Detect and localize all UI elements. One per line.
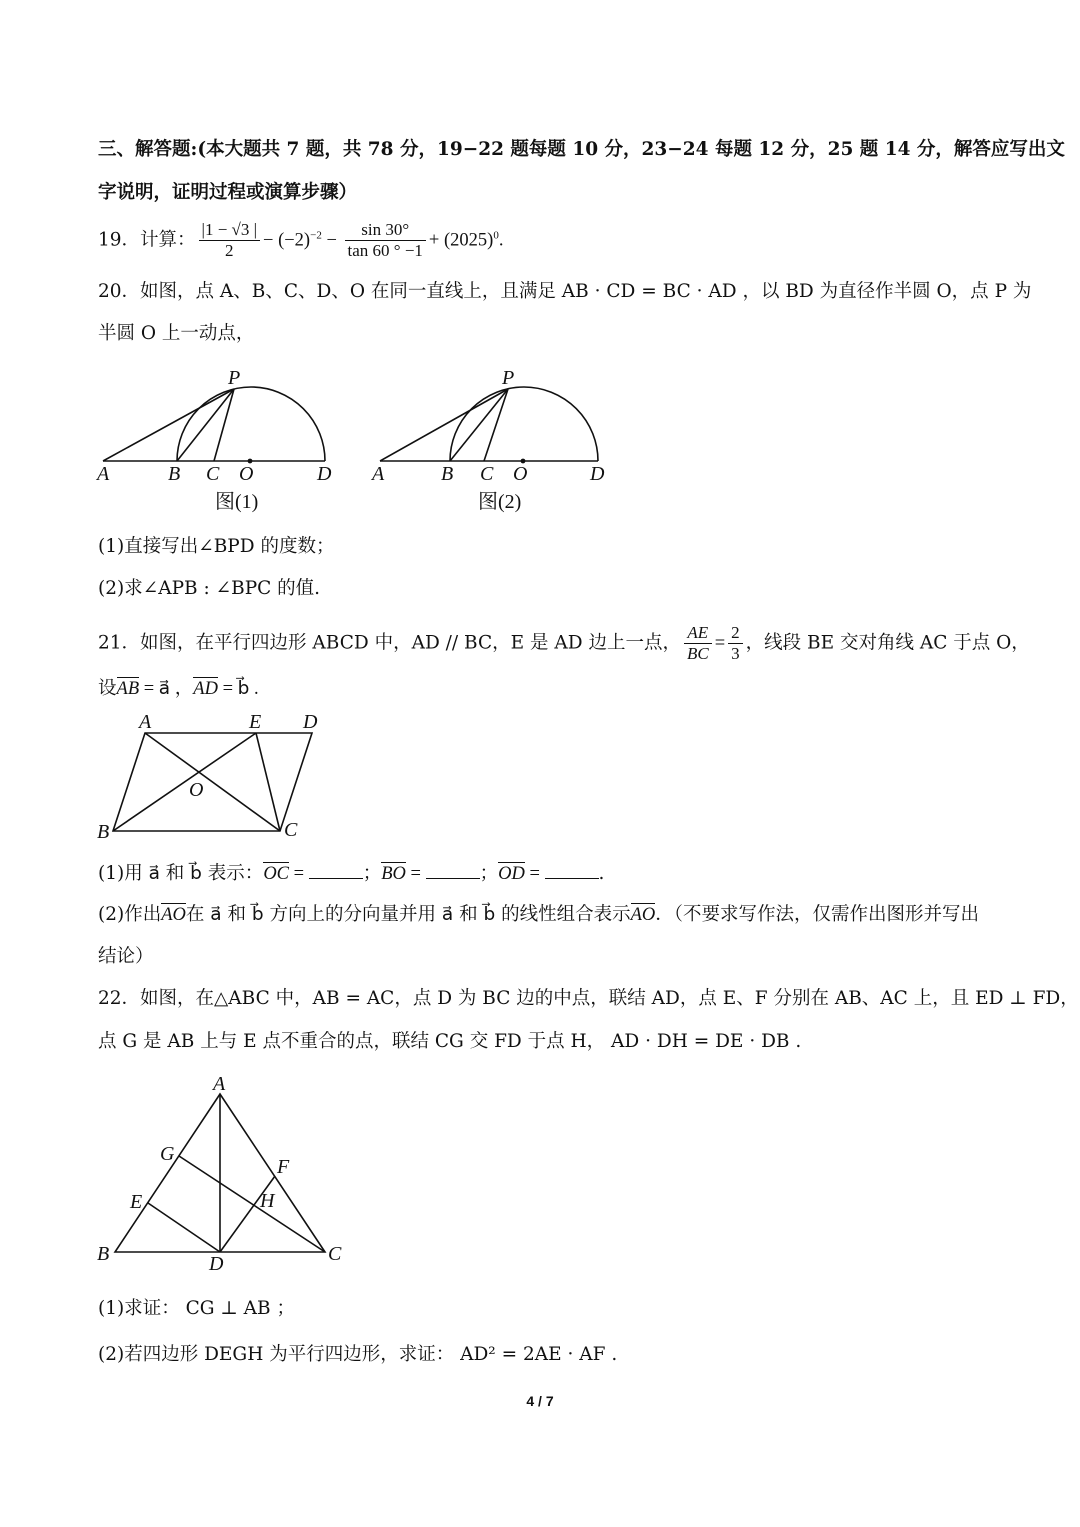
q21-ratio-value: $\frac{2}{3}$ [728,623,743,664]
svg-text:B: B [441,463,454,485]
q19-expression: 19．计算： $\frac{|1 - √3 |}{2}$ − $(-2)^{-2}$ − $\frac{\sin 30^\circ}{\tan 60 ^\circ -1}$ + $(2025)^0$. [98,220,504,260]
svg-text:B: B [97,1243,110,1265]
section-title-cont: 字说明，证明过程或演算步骤） [98,182,358,203]
svg-text:A: A [213,1073,226,1095]
answer-blank-oc[interactable] [309,864,363,879]
q20-line2: 半圆 O 上一动点， [98,323,255,344]
svg-text:F: F [277,1156,290,1178]
q22-line2: 点 G 是 AB 上与 E 点不重合的点，联结 CG 交 FD 于点 H， AD · DH = DE · DB . [98,1031,802,1052]
svg-text:B: B [168,463,181,485]
fig2-caption: 图(2) [478,491,522,513]
svg-text:A: A [97,463,110,485]
svg-text:G: G [160,1143,175,1165]
svg-text:D: D [209,1253,224,1275]
q21-sub2-cont: 结论） [98,946,154,967]
svg-text:D: D [317,463,332,485]
svg-text:P: P [502,367,515,389]
q19-fraction-1: $\frac{|1 - √3 |}{2}$ [199,220,260,261]
svg-text:H: H [260,1190,275,1212]
q20-line1: 20．如图，点 A、B、C、D、O 在同一直线上，且满足 AB · CD = BC · AD ，以 BD 为直径作半圆 O，点 P 为 [98,281,1032,302]
svg-text:C: C [480,463,494,485]
q21-sub1: (1)用 a⃗ 和 b⃗ 表示：OC = ；BO = ；OD = . [98,863,605,884]
q22-figure [95,1072,355,1275]
svg-text:E: E [130,1191,143,1213]
q21-figure [95,708,335,848]
answer-blank-od[interactable] [545,864,599,879]
q19-label: 19．计算： [98,229,196,251]
q21-line2: 设AB = a⃗ ，AD = b⃗ . [98,678,259,699]
q22-line1: 22．如图，在△ABC 中，AB = AC，点 D 为 BC 边的中点，联结 AD，点 E、F 分别在 AB、AC 上，且 ED ⊥ FD， [98,988,1079,1009]
svg-text:C: C [206,463,220,485]
svg-text:A: A [372,463,385,485]
svg-text:D: D [303,711,318,733]
q20-sub2: (2)求∠APB : ∠BPC 的值. [98,578,321,599]
section-title: 三、解答题:(本大题共 7 题，共 78 分，19−22 题每题 10 分，23−24 每题 12 分，25 题 14 分，解答应写出文 [98,139,1065,160]
q21-line1: 21．如图，在平行四边形 ABCD 中，AD // BC，E 是 AD 边上一点， $\frac{AE}{BC}$ = $\frac{2}{3}$ ，线段 BE 交对角线 AC 于点 O， [98,623,1030,663]
svg-text:A: A [139,711,152,733]
svg-text:O: O [189,779,204,801]
svg-text:O: O [239,463,254,485]
svg-text:C: C [328,1243,342,1265]
answer-blank-bo[interactable] [426,864,480,879]
q22-sub1: (1)求证： CG ⊥ AB ； [98,1298,296,1319]
page-number: 4 / 7 [526,1393,554,1409]
svg-text:D: D [590,463,605,485]
svg-text:E: E [249,711,262,733]
svg-text:C: C [284,819,298,841]
q22-sub2: (2)若四边形 DEGH 为平行四边形，求证： AD² = 2AE · AF . [98,1344,618,1365]
q20-figure-2 [370,364,630,524]
q19-fraction-2: $\frac{\sin 30^\circ}{\tan 60 ^\circ -1}$ [345,220,426,261]
q21-sub2: (2)作出AO在 a⃗ 和 b⃗ 方向上的分向量并用 a⃗ 和 b⃗ 的线性组合表示AO．（不要求写作法，仅需作出图形并写出 [98,904,980,925]
fig1-caption: 图(1) [215,491,259,513]
svg-text:P: P [228,367,241,389]
svg-text:B: B [97,821,110,843]
q21-ratio: $\frac{AE}{BC}$ [684,623,712,664]
q20-figure-1 [95,364,355,524]
q20-sub1: (1)直接写出∠BPD 的度数； [98,536,335,557]
svg-text:O: O [513,463,528,485]
